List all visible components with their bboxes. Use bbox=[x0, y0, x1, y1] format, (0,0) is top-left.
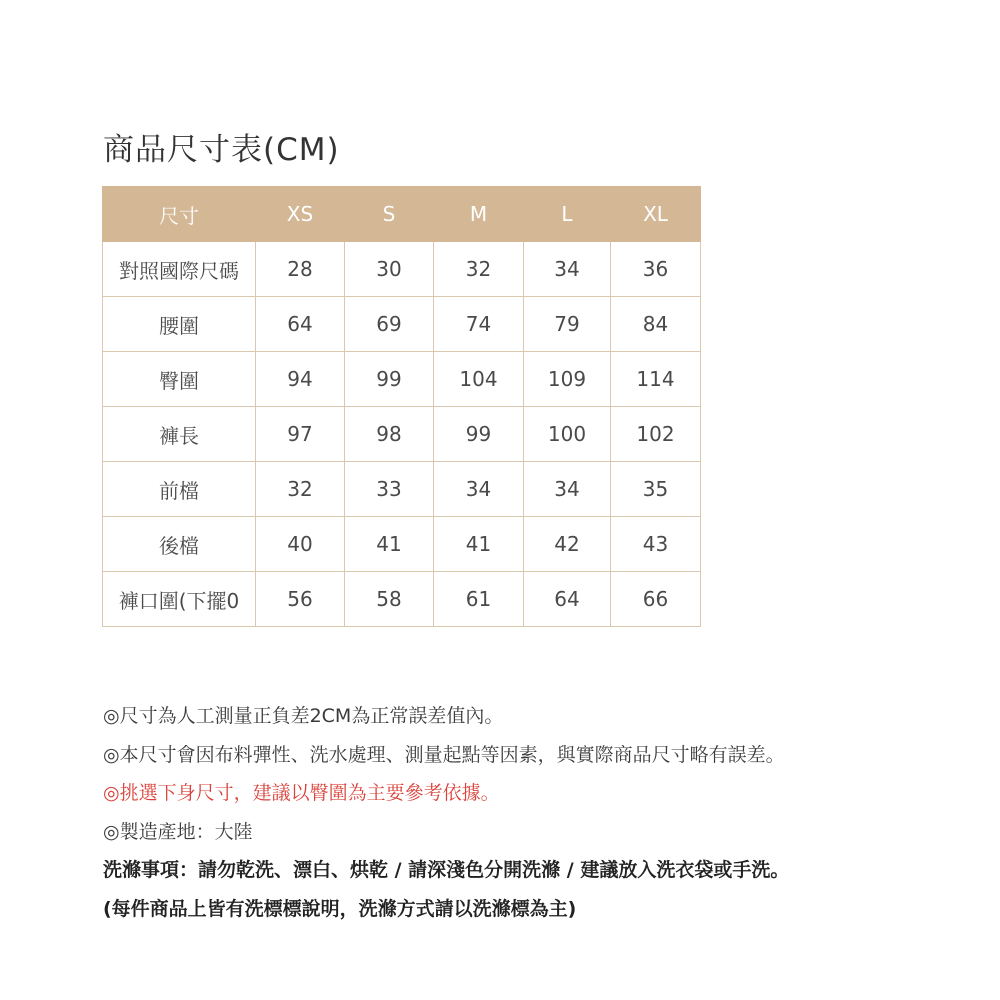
header-cell-m: M bbox=[434, 187, 524, 242]
note-size-advice: ◎挑選下身尺寸，建議以臀圍為主要參考依據。 bbox=[103, 782, 500, 804]
table-cell: 94 bbox=[256, 352, 345, 407]
table-cell: 30 bbox=[345, 242, 434, 297]
table-cell: 69 bbox=[345, 297, 434, 352]
table-cell: 79 bbox=[524, 297, 611, 352]
table-header-row bbox=[103, 187, 701, 242]
table-cell: 43 bbox=[611, 517, 701, 572]
table-cell: 33 bbox=[345, 462, 434, 517]
table-cell: 36 bbox=[611, 242, 701, 297]
table-cell: 28 bbox=[256, 242, 345, 297]
table-row bbox=[103, 407, 701, 462]
table-cell: 41 bbox=[345, 517, 434, 572]
header-cell-l: L bbox=[524, 187, 611, 242]
row-label: 後檔 bbox=[103, 517, 256, 572]
table-cell: 32 bbox=[434, 242, 524, 297]
table-row bbox=[103, 517, 701, 572]
row-label: 褲口圍(下擺0 bbox=[103, 572, 256, 627]
table-cell: 102 bbox=[611, 407, 701, 462]
row-label: 腰圍 bbox=[103, 297, 256, 352]
table-cell: 56 bbox=[256, 572, 345, 627]
table-cell: 97 bbox=[256, 407, 345, 462]
table-row bbox=[103, 352, 701, 407]
note-washing-instructions: 洗滌事項：請勿乾洗、漂白、烘乾 / 請深淺色分開洗滌 / 建議放入洗衣袋或手洗。 bbox=[103, 859, 790, 881]
table-cell: 41 bbox=[434, 517, 524, 572]
note-washing-label: (每件商品上皆有洗標標說明，洗滌方式請以洗滌標為主) bbox=[103, 897, 577, 920]
table-cell: 99 bbox=[345, 352, 434, 407]
table-cell: 40 bbox=[256, 517, 345, 572]
header-cell-s: S bbox=[345, 187, 434, 242]
row-label: 對照國際尺碼 bbox=[103, 242, 256, 297]
table-cell: 99 bbox=[434, 407, 524, 462]
table-cell: 34 bbox=[434, 462, 524, 517]
row-label: 褲長 bbox=[103, 407, 256, 462]
table-cell: 66 bbox=[611, 572, 701, 627]
table-cell: 98 bbox=[345, 407, 434, 462]
size-table bbox=[102, 186, 701, 627]
table-cell: 34 bbox=[524, 242, 611, 297]
table-cell: 74 bbox=[434, 297, 524, 352]
table-cell: 64 bbox=[256, 297, 345, 352]
table-cell: 100 bbox=[524, 407, 611, 462]
table-cell: 35 bbox=[611, 462, 701, 517]
table-cell: 84 bbox=[611, 297, 701, 352]
table-cell: 61 bbox=[434, 572, 524, 627]
table-cell: 42 bbox=[524, 517, 611, 572]
page-title: 商品尺寸表(CM) bbox=[103, 132, 340, 168]
header-cell-xl: XL bbox=[611, 187, 701, 242]
table-cell: 109 bbox=[524, 352, 611, 407]
table-cell: 104 bbox=[434, 352, 524, 407]
table-cell: 32 bbox=[256, 462, 345, 517]
note-measurement-error: ◎尺寸為人工測量正負差2CM為正常誤差值內。 bbox=[103, 705, 504, 727]
header-cell-size: 尺寸 bbox=[103, 187, 256, 242]
header-cell-xs: XS bbox=[256, 187, 345, 242]
row-label: 臀圍 bbox=[103, 352, 256, 407]
table-row bbox=[103, 242, 701, 297]
table-row bbox=[103, 572, 701, 627]
table-cell: 58 bbox=[345, 572, 434, 627]
table-cell: 34 bbox=[524, 462, 611, 517]
notes-section bbox=[103, 697, 983, 928]
row-label: 前檔 bbox=[103, 462, 256, 517]
note-fabric-variance: ◎本尺寸會因布料彈性、洗水處理、測量起點等因素，與實際商品尺寸略有誤差。 bbox=[103, 743, 785, 766]
table-cell: 114 bbox=[611, 352, 701, 407]
table-cell: 64 bbox=[524, 572, 611, 627]
table-row bbox=[103, 297, 701, 352]
table-row bbox=[103, 462, 701, 517]
note-origin: ◎製造產地：大陸 bbox=[103, 820, 253, 843]
